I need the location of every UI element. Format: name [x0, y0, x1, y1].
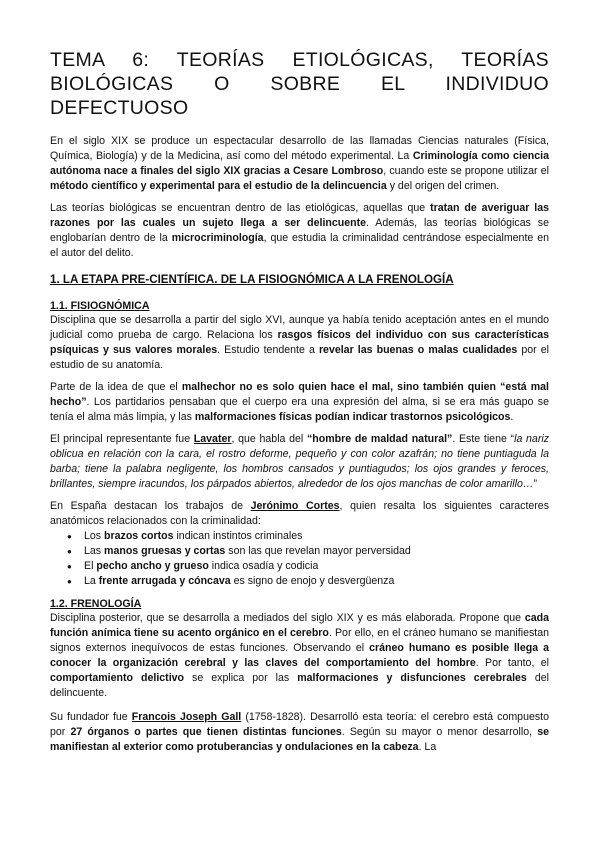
list-item: ● La frente arrugada y cóncava es signo de enojo y desvergüenza	[84, 574, 549, 589]
list-item: ● Las manos gruesas y cortas son las que revelan mayor perversidad	[84, 544, 549, 559]
document-page	[50, 48, 549, 755]
intro-paragraph-1: En el siglo XIX se produce un espectacular desarrollo de las llamadas Ciencias naturales (Física, Química, Biología) y de la Medicina, así como del método experimental. La Criminología como ciencia autónoma nace a finales del siglo XIX gracias a Cesare Lombroso, cuando este se propone utilizar el método científico y experimental para el estudio de la delincuencia y del origen del crimen.	[50, 135, 550, 192]
frenologia-paragraph-1: Disciplina posterior, que se desarrolla a mediados del siglo XIX y es más elaborada. Propone que cada función anímica tiene su acento orgánico en el cerebro. Por ello, en el cráneo humano se manifiestan signos externos inequívocos de estas funciones. Observando el cráneo humano es posible llega a conocer la organización cerebral y las claves del comportamiento del hombre. Por tanto, el comportamiento delictivo se explica por las malformaciones y disfunciones cerebrales del delincuente.	[50, 612, 550, 699]
fisiognomica-paragraph-3: El principal representante fue Lavater, que habla del “hombre de maldad natural”. Este tiene “la nariz oblicua en relación con la cara, el rostro deforme, pequeño y con color azafrán; no tiene puntiaguda la barba; tiene la palabra negligente, los hombros cansados y puntiagudos; los ojos grandes y feroces, brillantes, siempre iracundos, los párpados abiertos, alrededor de los ojos manchas de color amarillo…”	[50, 433, 550, 490]
title-line-1: TEMA 6: TEORÍAS ETIOLÓGICAS, TEORÍAS	[50, 49, 549, 71]
fisiognomica-paragraph-1: Disciplina que se desarrolla a partir del siglo XVI, aunque ya había tenido aceptación antes en el mundo judicial como prueba de cargo. Relaciona los rasgos físicos del individuo con sus características psíquicas y sus valores morales. Estudio tendente a revelar las buenas o malas cualidades por el estudio de su anatomía.	[50, 314, 549, 371]
fisiognomica-paragraph-4: En España destacan los trabajos de Jerónimo Cortes, quien resalta los siguientes caracteres anatómicos relacionados con la criminalidad:	[50, 500, 549, 527]
anatomical-features-list	[50, 529, 549, 589]
list-item: ● El pecho ancho y grueso indica osadía y codicia	[84, 559, 549, 574]
fisiognomica-paragraph-2: Parte de la idea de que el malhechor no es solo quien hace el mal, sino también quien “está mal hecho”. Los partidarios pensaban que el cuerpo era una expresión del alma, si se era más guapo se tenía el alma más limpia, y las malformaciones físicas podían indicar trastornos psicológicos.	[50, 381, 549, 423]
title-line-2: BIOLÓGICAS O SOBRE EL INDIVIDUO	[50, 73, 549, 95]
frenologia-paragraph-2: Su fundador fue Francois Joseph Gall (1758-1828). Desarrolló esta teoría: el cerebro está compuesto por 27 órganos o partes que tienen distintas funciones. Según su mayor o menor desarrollo, se manifiestan al exterior como protuberancias y ondulaciones en la cabeza. La	[50, 711, 549, 753]
frenologia-heading: 1.2. FRENOLOGÍA	[50, 598, 142, 610]
document-title	[50, 48, 549, 120]
fisiognomica-heading: 1.1. FISIOGNÓMICA	[50, 300, 150, 312]
section-1-heading: 1. LA ETAPA PRE-CIENTÍFICA. DE LA FISIOGNÓMICA A LA FRENOLOGÍA	[50, 273, 454, 286]
intro-paragraph-2: Las teorías biológicas se encuentran dentro de las etiológicas, aquellas que tratan de averiguar las razones por las cuales un sujeto llega a ser delincuente. Además, las teorías biológicas se englobarían dentro de la microcriminología, que estudia la criminalidad centrándose especialmente en el autor del delito.	[50, 202, 549, 259]
title-line-3: DEFECTUOSO	[50, 97, 189, 119]
list-item: ● Los brazos cortos indican instintos criminales	[84, 529, 549, 544]
